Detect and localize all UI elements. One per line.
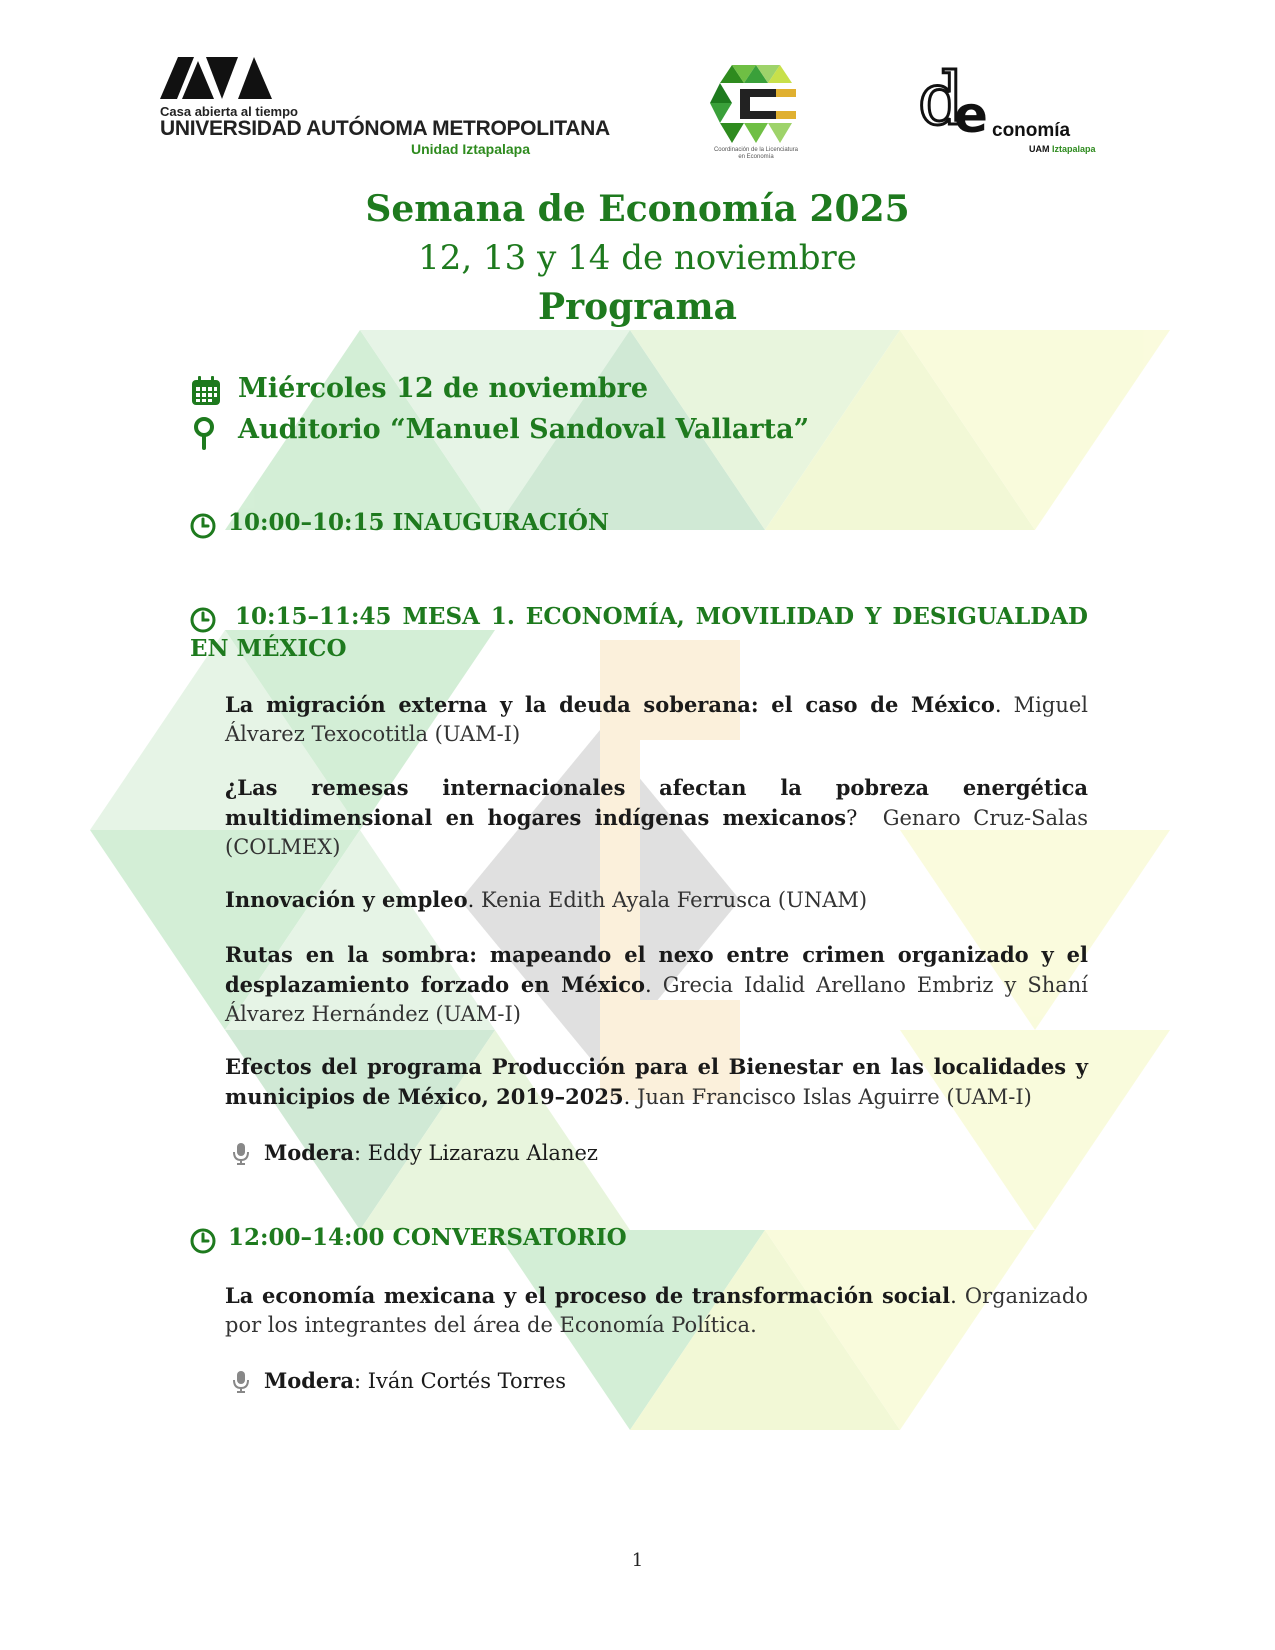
talk-authors: Juan Francisco Islas Aguirre (UAM-I)	[636, 1085, 1032, 1109]
de-monogram-icon	[918, 58, 998, 138]
svg-text:d: d	[918, 58, 965, 138]
microphone-icon	[232, 1142, 250, 1166]
coordination-caption: Coordinación de la Licenciatura en Economía	[713, 147, 799, 160]
economia-logo	[918, 58, 1096, 163]
moderator-name: : Eddy Lizarazu Alanez	[353, 1141, 598, 1165]
uam-unit: Unidad Iztapalapa	[411, 141, 531, 157]
talk-item: La migración externa y la deuda soberana: el caso de México. Miguel Álvarez Texocotitla (UAM-I)	[225, 692, 1088, 746]
moderator-label: Modera	[264, 1140, 354, 1165]
economia-word: conomía	[992, 120, 1071, 141]
location-pin-icon	[190, 416, 222, 450]
talk-item: Rutas en la sombra: mapeando el nexo entre crimen organizado y el desplazamiento forzado en México. Grecia Idalid Arellano Embriz y Shaní Álvarez Hernández (UAM-I)	[225, 942, 1088, 1026]
talk-title: ¿Las remesas internacionales afectan la pobreza energética multidimensional en hogares indígenas mexicanos	[225, 775, 1088, 830]
uam-tagline: Casa abierta al tiempo	[160, 104, 298, 119]
economia-subtitle: UAM Iztapalapa	[1029, 144, 1096, 154]
talk-authors: Grecia Idalid Arellano Embriz y Shaní Álvarez Hernández (UAM-I)	[225, 973, 1088, 1026]
talk-item: La economía mexicana y el proceso de transformación social. Organizado por los integrantes del área de Economía Política.	[225, 1283, 1088, 1337]
session-heading: 10:00–10:15 INAUGURACIÓN	[228, 509, 609, 536]
coordination-emblem-icon	[710, 63, 802, 147]
day-venue-text: Auditorio “Manuel Sandoval Vallarta”	[238, 414, 810, 445]
page-number: 1	[631, 1550, 644, 1571]
talk-authors: Kenia Edith Ayala Ferrusca (UNAM)	[481, 888, 868, 912]
moderator-name: : Iván Cortés Torres	[353, 1369, 566, 1393]
session-heading: 10:15–11:45 MESA 1. ECONOMÍA, MOVILIDAD Y DESIGUALDAD EN MÉXICO	[190, 603, 1088, 662]
talk-authors: Genaro Cruz-Salas (COLMEX)	[225, 806, 1089, 859]
uam-name: UNIVERSIDAD AUTÓNOMA METROPOLITANA	[160, 117, 610, 140]
moderator-label: Modera	[264, 1368, 354, 1393]
talk-item: ¿Las remesas internacionales afectan la pobreza energética multidimensional en hogares indígenas mexicanos? Genaro Cruz-Salas (COLMEX)	[225, 775, 1089, 859]
clock-icon	[190, 1228, 216, 1254]
talk-item: Innovación y empleo. Kenia Edith Ayala Ferrusca (UNAM)	[225, 887, 868, 912]
coordination-logo	[710, 63, 802, 168]
talk-title: Innovación y empleo	[225, 887, 468, 912]
talk-title: Rutas en la sombra: mapeando el nexo entre crimen organizado y el desplazamiento forzado en México	[225, 942, 1088, 997]
day-date-text: Miércoles 12 de noviembre	[238, 373, 649, 404]
session-heading: 12:00–14:00 CONVERSATORIO	[228, 1224, 627, 1251]
event-title: Semana de Economía 2025	[365, 188, 910, 230]
microphone-icon	[232, 1370, 250, 1394]
talk-title: La migración externa y la deuda soberana: el caso de México	[225, 692, 995, 717]
session-mesa-1	[190, 601, 1088, 665]
talk-authors: Miguel Álvarez Texocotitla (UAM-I)	[225, 693, 1088, 746]
session-inauguracion	[190, 507, 1088, 539]
talk-item: Efectos del programa Producción para el Bienestar en las localidades y municipios de México, 2019–2025. Juan Francisco Islas Aguirre (UAM-I)	[225, 1054, 1088, 1109]
calendar-icon	[190, 375, 222, 407]
uam-logo	[160, 55, 610, 160]
talk-title: La economía mexicana y el proceso de transformación social	[225, 1283, 951, 1308]
uam-emblem-icon	[160, 55, 272, 101]
clock-icon	[190, 513, 216, 539]
event-dates: 12, 13 y 14 de noviembre	[418, 238, 857, 278]
talk-title: Efectos del programa Producción para el Bienestar en las localidades y municipios de México, 2019–2025	[225, 1054, 1088, 1109]
svg-text:e: e	[954, 86, 988, 138]
clock-icon	[190, 607, 216, 633]
talk-authors: Organizado por los integrantes del área de Economía Política.	[225, 1284, 1088, 1337]
program-title: Programa	[538, 286, 737, 328]
session-conversatorio	[190, 1222, 1088, 1254]
